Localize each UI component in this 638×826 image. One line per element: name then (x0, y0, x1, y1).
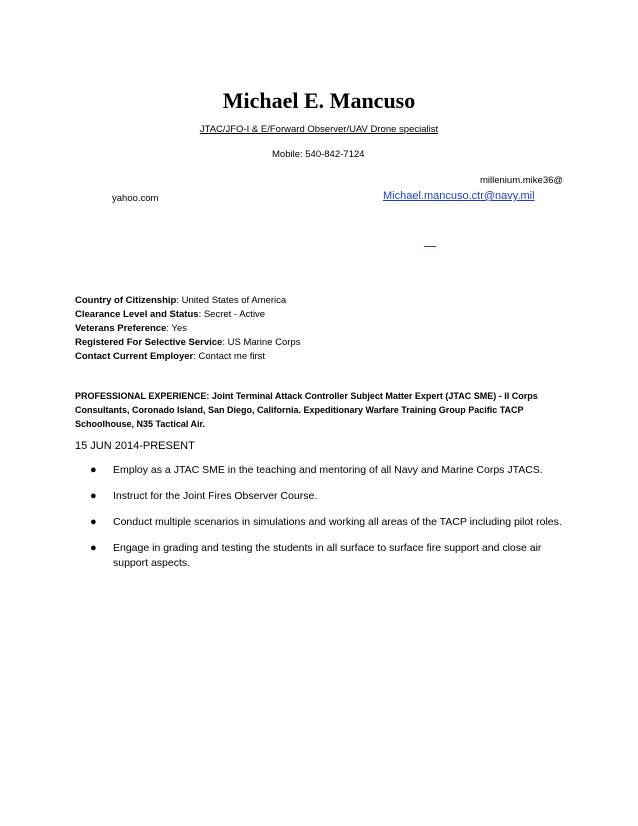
bullet-text: Conduct multiple scenarios in simulations and working all areas of the TACP including pilot roles. (113, 516, 562, 528)
info-label: Registered For Selective Service (75, 337, 223, 348)
experience-bullets (90, 463, 570, 582)
empty-hyperlink[interactable] (424, 246, 436, 247)
info-row-selective-service (75, 336, 300, 350)
info-label: Clearance Level and Status (75, 309, 199, 320)
info-row-citizenship (75, 294, 300, 308)
info-value: : Yes (166, 323, 187, 334)
work-email-link[interactable]: Michael.mancuso.ctr@navy.mil (383, 190, 535, 202)
bullet-text: Employ as a JTAC SME in the teaching and mentoring of all Navy and Marine Corps JTACS. (113, 464, 543, 476)
info-value: : United States of America (176, 295, 287, 306)
resume-subtitle: JTAC/JFO-I & E/Forward Observer/UAV Drone specialist (199, 124, 439, 135)
list-item (90, 541, 570, 571)
info-row-employer (75, 350, 300, 364)
bullet-text: Instruct for the Joint Fires Observer Course. (113, 490, 318, 502)
info-row-veterans (75, 322, 300, 336)
list-item (90, 463, 570, 478)
bullet-icon: ● (90, 464, 97, 476)
bullet-icon: ● (90, 542, 97, 554)
info-label: Contact Current Employer (75, 351, 194, 362)
info-value: : Contact me first (193, 351, 266, 362)
personal-email-part-b: yahoo.com (112, 193, 159, 204)
info-label: Country of Citizenship (75, 295, 177, 306)
experience-heading: PROFESSIONAL EXPERIENCE: Joint Terminal Attack Controller Subject Matter Expert (JTAC SME) - II Corps Consultants, Coronado Island, San Diego, California. Expeditionary Warfare Training Group Pacific TACP Schoolhouse, N35 Tactical Air. (75, 391, 538, 429)
info-row-clearance (75, 308, 300, 322)
bullet-icon: ● (90, 490, 97, 502)
info-label: Veterans Preference (75, 323, 167, 334)
personal-email-part-a: millenium.mike36@ (480, 175, 564, 186)
personal-info-block (75, 294, 300, 364)
bullet-text: Engage in grading and testing the students in all surface to surface fire support and close air support aspects. (113, 542, 542, 569)
info-value: : Secret - Active (198, 309, 266, 320)
list-item (90, 489, 570, 504)
info-value: : US Marine Corps (222, 337, 301, 348)
mobile-number: Mobile: 540-842-7124 (272, 149, 365, 160)
bullet-icon: ● (90, 516, 97, 528)
resume-name: Michael E. Mancuso (222, 88, 416, 113)
experience-dates: 15 JUN 2014-PRESENT (75, 440, 195, 452)
list-item (90, 515, 570, 530)
